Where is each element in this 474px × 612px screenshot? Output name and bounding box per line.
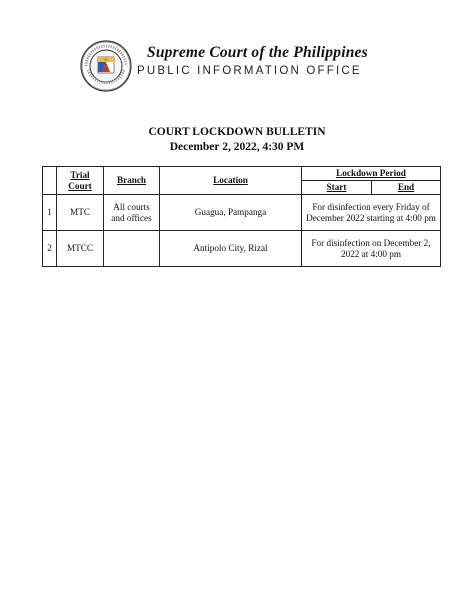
header-location: Location: [160, 167, 302, 195]
row-location: Guagua, Pampanga: [160, 195, 302, 231]
header-number: [43, 167, 57, 195]
row-number: 1: [43, 195, 57, 231]
row-number: 2: [43, 231, 57, 267]
table-header-row: [43, 167, 441, 181]
letterhead-title: Supreme Court of the Philippines: [147, 44, 368, 61]
row-lockdown-period: For disinfection on December 2, 2022 at 4:00 pm: [302, 231, 441, 267]
header-lockdown-period: Lockdown Period: [302, 167, 441, 181]
header-end: End: [372, 181, 441, 195]
row-branch: All courts and offices: [104, 195, 160, 231]
bulletin-date: December 2, 2022, 4:30 PM: [169, 141, 305, 153]
supreme-court-seal-icon: [80, 40, 132, 92]
table-row: [43, 195, 441, 231]
header-branch: Branch: [104, 167, 160, 195]
lockdown-table: [42, 166, 441, 267]
row-location: Antipolo City, Rizal: [160, 231, 302, 267]
row-trial-court: MTC: [57, 195, 104, 231]
header-start: Start: [302, 181, 372, 195]
header-trial-court: Trial Court: [57, 167, 104, 195]
row-lockdown-period: For disinfection every Friday of December 2022 starting at 4:00 pm: [302, 195, 441, 231]
row-branch: [104, 231, 160, 267]
row-trial-court: MTCC: [57, 231, 104, 267]
table-row: [43, 231, 441, 267]
letterhead-subtitle: PUBLIC INFORMATION OFFICE: [137, 65, 362, 77]
bulletin-title: COURT LOCKDOWN BULLETIN: [148, 126, 326, 138]
